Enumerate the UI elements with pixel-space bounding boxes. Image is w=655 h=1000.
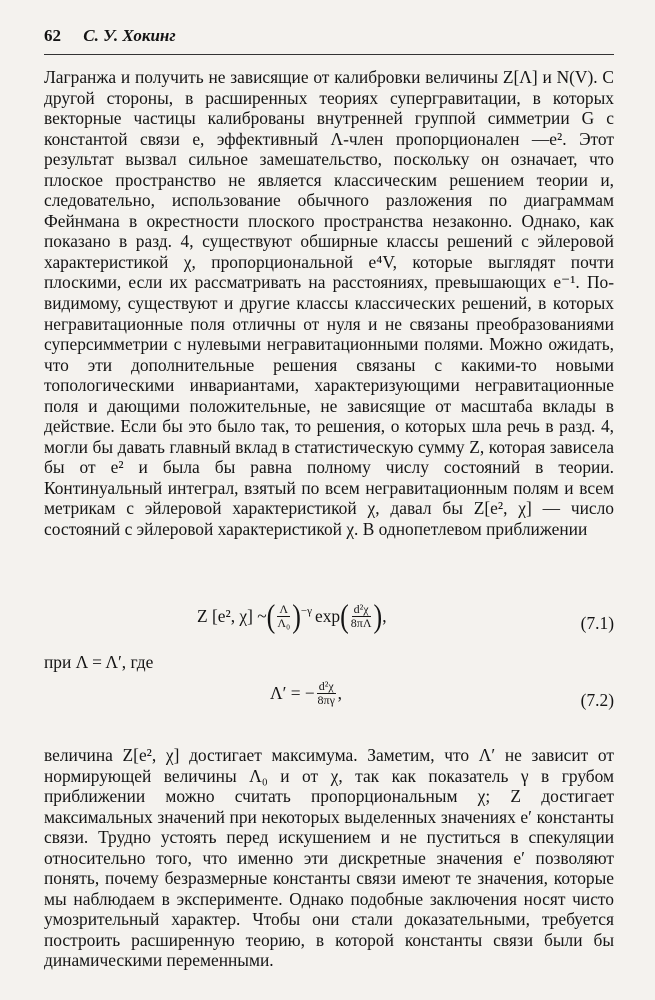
page-number: 62 [44,26,61,45]
eq1-exponent: −γ [300,605,312,617]
eq2-frac-denominator: 8πγ [317,693,335,707]
where-label: при Λ = Λ′, где [44,652,154,672]
eq1-rparen: ) [292,597,301,634]
eq1-lparen-b: ( [340,597,349,634]
equation-number-7-2: (7.2) [580,690,614,710]
equation-7-1: Z [e², χ] ~ ( $\frac{\Lambda}{\text{Λ₀}}$ ) $^{-\gamma}$ exp ( $\frac{\text{d²χ}}{8\pi\Lambda}$ ) , [197,597,387,634]
body-paragraph-2 [44,745,614,971]
paragraph-text: величина Z[e², χ] достигает максимума. Заметим, что Λ′ не зависит от нормирующей величины Λ₀ и от χ, так как показатель γ в грубом приближении можно считать пропорциональным χ; Z достигает максимальных значений при некоторых выделенных значениях e′ константы связи. Трудно устоять перед искушением и не пуститься в спекуляции относительно того, что именно эти дискретные значения e′ позволяют понять, почему безразмерные константы связи имеют те значения, которые мы наблюдаем в эксперименте. Однако подобные заключения носят чисто умозрительный характер. Чтобы они стали доказательными, требуется построить расширенную теорию, в которой константы связи были бы динамическими переменными. [44,745,614,971]
equation-number-7-1: (7.1) [580,613,614,633]
eq2-frac-numerator: d²χ [318,679,334,693]
running-author: С. У. Хокинг [83,26,176,45]
running-header [44,26,176,46]
paragraph-text: Лагранжа и получить не зависящие от калибровки величины Z[Λ] и N(V). С другой стороны, в расширенных теориях супергравитации, в которых векторные частицы калиброваны внутренней группой симметрии G с константой связи e, эффективный Λ-член пропорционален —e². Этот результат вызвал сильное замешательство, поскольку он означает, что плоское пространство не является классическим решением теории и, следовательно, использование обычного разложения по диаграммам Фейнмана в окрестности плоского пространства незаконно. Однако, как показано в разд. 4, существуют обширные классы решений с эйлеровой характеристикой χ, пропорциональной e⁴V, которые выглядят почти плоскими, если их рассматривать на расстояниях, превышающих e⁻¹. По-видимому, существуют и другие классы классических решений, в которых негравитационные поля отличны от нуля и не связаны преобразованиями суперсимметрии с нулевыми негравитационными полями. Можно ожидать, что эти дополнительные решения связаны с какими-то новыми топологическими инвариантами, характеризующими негравитационные поля и дающими положительные, не зависящие от масштаба вклады в действие. Если бы это было так, то решения, о которых шла речь в разд. 4, могли бы давать главный вклад в статистическую сумму Z, которая зависела бы от e² и была бы равна полному числу состояний в теории. Континуальный интеграл, взятый по всем негравитационным полям и всем метрикам с эйлеровой характеристикой χ, давал бы Z[e², χ] — число состояний с эйлеровой характеристикой χ. В однопетлевом приближении [44,67,614,540]
eq1-frac-b-denominator: 8πΛ [350,616,372,630]
equation-7-2 [270,680,342,707]
eq1-rparen-b: ) [373,597,383,634]
eq1-fraction-a [277,603,290,630]
eq2-tail: , [337,683,343,703]
eq1-frac-a-numerator: Λ [279,602,289,616]
eq1-lhs: Z [e², χ] ~ [197,606,267,626]
eq1-fraction-b [351,603,372,630]
header-rule [44,54,614,55]
body-paragraph-1 [44,67,614,540]
eq2-lhs: Λ′ = − [270,683,315,703]
eq1-frac-a-denominator: Λ₀ [277,616,291,630]
eq1-exp: exp [314,606,341,626]
eq1-lparen: ( [266,597,276,634]
eq2-fraction [317,680,336,707]
eq1-frac-b-numerator: d²χ [353,602,369,616]
